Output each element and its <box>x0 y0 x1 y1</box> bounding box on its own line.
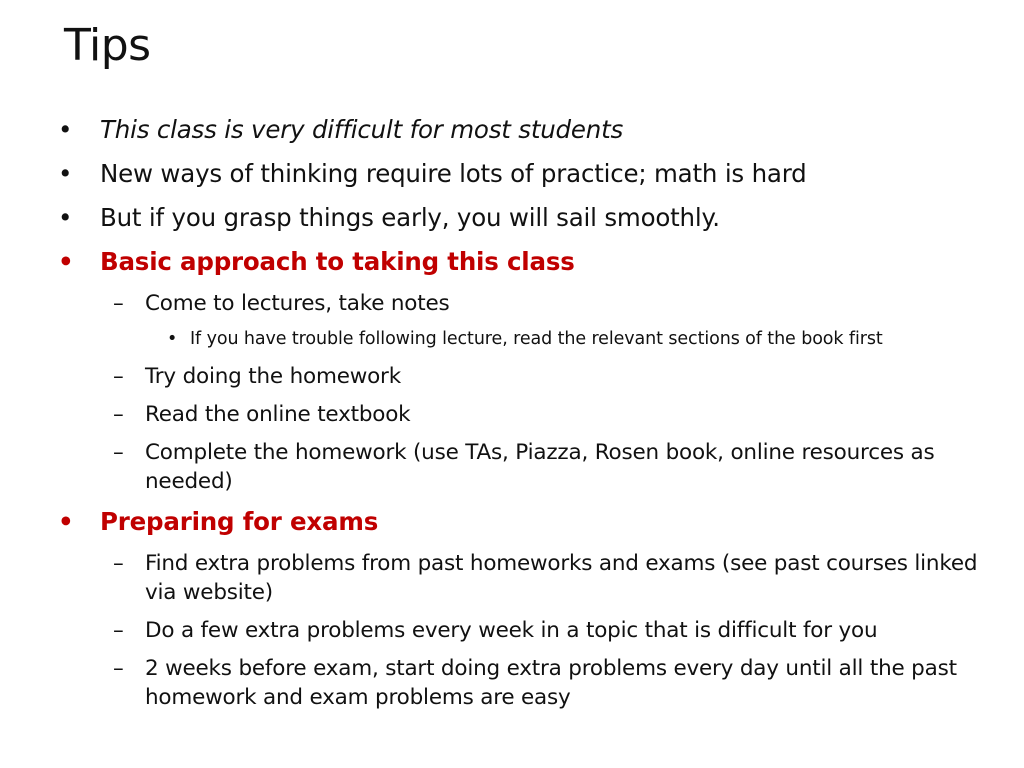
bullet-item <box>58 157 978 190</box>
bullet-icon: • <box>58 507 74 536</box>
sub-bullet-text: 2 weeks before exam, start doing extra problems every day until all the past homework and exam problems are easy <box>145 656 957 710</box>
sub-bullet-item <box>58 400 978 429</box>
dash-icon: – <box>113 551 124 576</box>
bullet-icon: • <box>58 115 73 144</box>
dash-icon: – <box>113 291 124 316</box>
sub-bullet-text: Come to lectures, take notes <box>145 291 450 316</box>
section-heading-preparing-for-exams <box>58 505 978 538</box>
sub-bullet-item <box>58 616 978 645</box>
slide-title: Tips <box>64 20 151 71</box>
sub-bullet-text: Try doing the homework <box>145 364 401 389</box>
dash-icon: – <box>113 440 124 465</box>
bullet-text: New ways of thinking require lots of practice; math is hard <box>100 159 807 188</box>
bullet-item <box>58 201 978 234</box>
section-heading-basic-approach <box>58 245 978 278</box>
bullet-item <box>58 113 978 146</box>
sub-bullet-text: Find extra problems from past homeworks and exams (see past courses linked via website) <box>145 551 978 605</box>
sub-bullet-item <box>58 289 978 318</box>
bullet-icon: • <box>58 203 73 232</box>
bullet-icon: • <box>167 329 178 349</box>
sub-bullet-item <box>58 549 978 607</box>
dash-icon: – <box>113 402 124 427</box>
sub-bullet-text: Do a few extra problems every week in a topic that is difficult for you <box>145 618 878 643</box>
sub-sub-bullet-text: If you have trouble following lecture, read the relevant sections of the book first <box>190 329 883 349</box>
bullet-icon: • <box>58 159 73 188</box>
dash-icon: – <box>113 618 124 643</box>
sub-bullet-item <box>58 362 978 391</box>
sub-bullet-text: Read the online textbook <box>145 402 411 427</box>
dash-icon: – <box>113 364 124 389</box>
dash-icon: – <box>113 656 124 681</box>
bullet-text: Basic approach to taking this class <box>100 247 575 276</box>
bullet-icon: • <box>58 247 74 276</box>
bullet-text: But if you grasp things early, you will sail smoothly. <box>100 203 720 232</box>
bullet-list <box>58 113 978 721</box>
sub-sub-bullet-item <box>58 327 978 351</box>
sub-bullet-text: Complete the homework (use TAs, Piazza, Rosen book, online resources as needed) <box>145 440 935 494</box>
bullet-text: This class is very difficult for most students <box>100 115 624 144</box>
bullet-text: Preparing for exams <box>100 507 379 536</box>
sub-bullet-item <box>58 438 978 496</box>
sub-bullet-item <box>58 654 978 712</box>
